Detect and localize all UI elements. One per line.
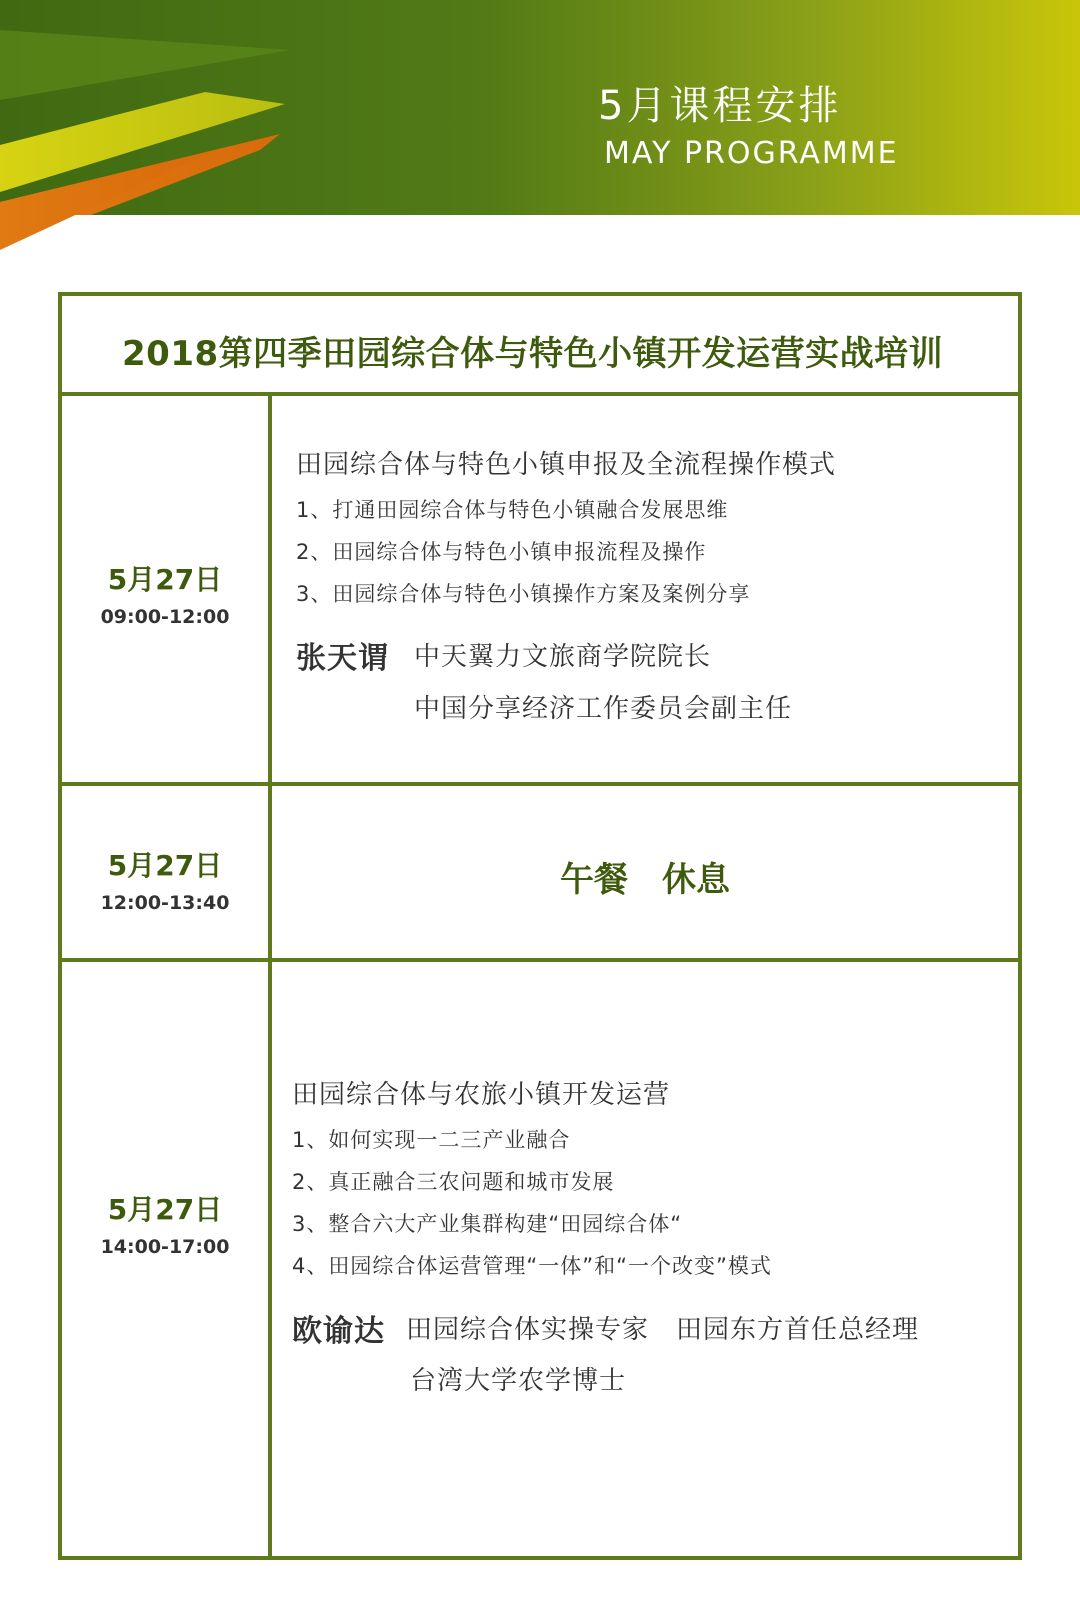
session-date: 5月27日 [107,1193,223,1226]
session-row-lunch [62,786,1018,962]
session-item: 1、打通田园综合体与特色小镇融合发展思维 [296,498,729,522]
session-item: 3、整合六大产业集群构建“田园综合体“ [292,1212,683,1236]
speaker-name: 欧谕达 [292,1314,385,1349]
session-topic: 田园综合体与农旅小镇开发运营 [292,1080,671,1110]
session-item: 2、真正融合三农问题和城市发展 [292,1170,615,1194]
speaker-title: 田园综合体实操专家 田园东方首任总经理 [406,1315,920,1345]
session-topic: 田园综合体与特色小镇申报及全流程操作模式 [296,450,837,480]
session-date: 5月27日 [107,849,223,882]
break-label: 午餐 休息 [560,860,730,900]
header-banner [0,0,1080,250]
session-content [272,396,1018,782]
session-content [272,962,1018,1556]
banner-graphic [0,0,1080,250]
speaker-name: 张天谓 [296,641,389,676]
session-row-afternoon [62,962,1018,1556]
session-time: 09:00-12:00 [100,606,230,628]
session-item: 1、如何实现一二三产业融合 [292,1128,571,1152]
session-time: 14:00-17:00 [100,1236,230,1258]
banner-subtitle: MAY PROGRAMME [604,136,899,171]
session-datetime [62,962,272,1556]
schedule-table [58,292,1022,1560]
banner-title: 5月课程安排 [598,83,842,129]
course-title: 2018第四季田园综合体与特色小镇开发运营实战培训 [122,334,944,374]
speaker-title: 中国分享经济工作委员会副主任 [414,694,793,724]
session-datetime [62,786,272,958]
schedule-header [62,296,1018,396]
session-row-morning [62,396,1018,786]
session-time: 12:00-13:40 [100,892,230,914]
session-item: 2、田园综合体与特色小镇申报流程及操作 [296,540,707,564]
speaker-title: 台湾大学农学博士 [410,1366,627,1396]
session-content [272,786,1018,958]
session-item: 4、田园综合体运营管理“一体”和“一个改变”模式 [292,1254,772,1278]
speaker-title: 中天翼力文旅商学院院长 [414,642,712,672]
session-item: 3、田园综合体与特色小镇操作方案及案例分享 [296,582,751,606]
session-datetime [62,396,272,782]
session-date: 5月27日 [107,563,223,596]
